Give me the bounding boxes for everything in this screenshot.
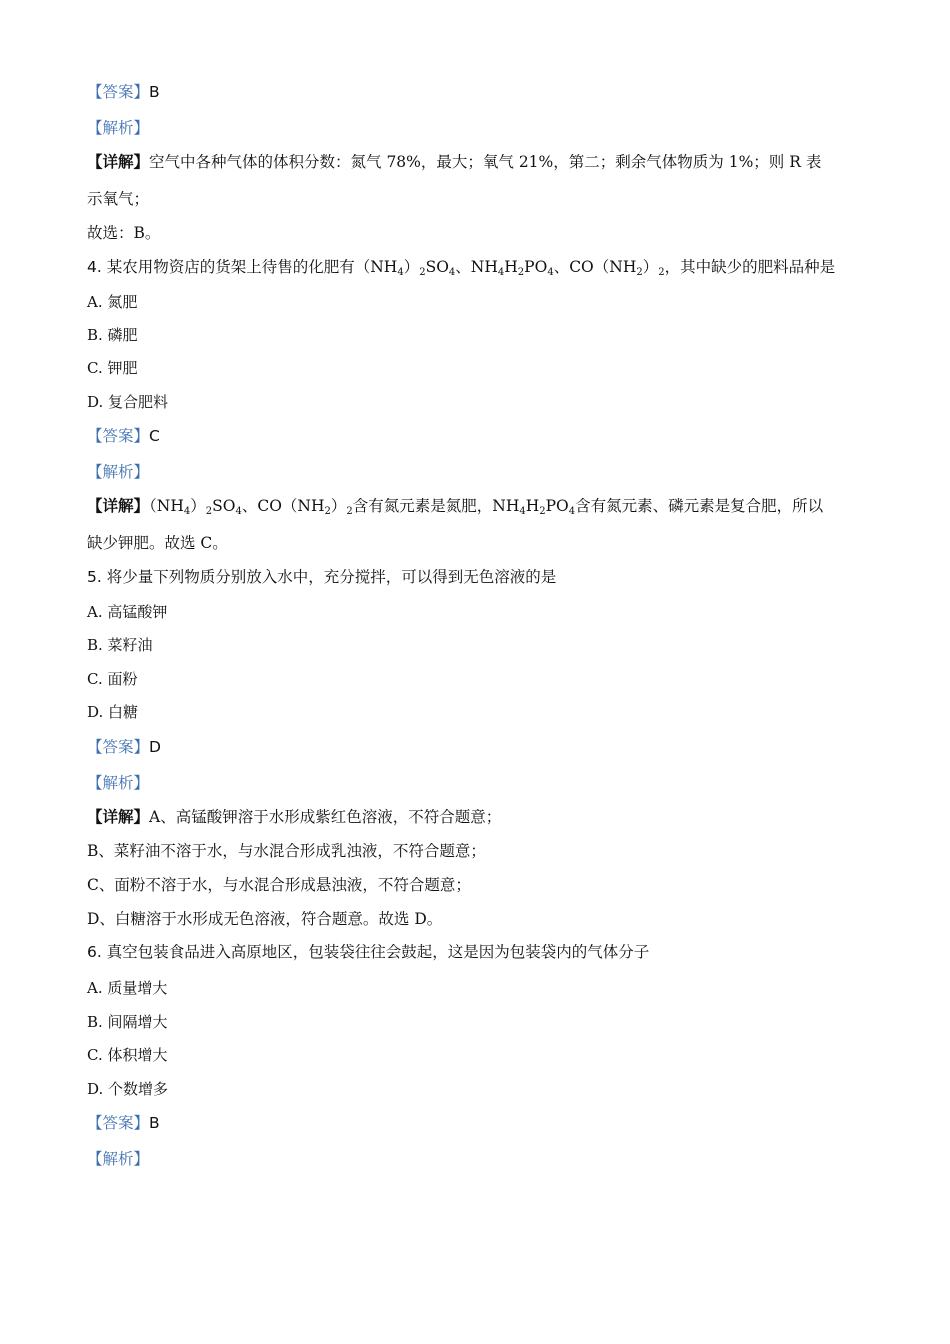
answer-row-3 (87, 80, 160, 102)
stem-text: ，其中缺少的肥料品种是 (664, 258, 836, 276)
answer-row-4 (87, 424, 160, 446)
option-c: C. 体积增大 (87, 1046, 168, 1064)
question-4-stem (87, 255, 835, 277)
question-6-stem (87, 940, 649, 962)
detail-label: 【详解】 (87, 152, 150, 171)
stem-text: ） (403, 258, 420, 276)
option-a: A. 高锰酸钾 (87, 603, 168, 621)
subscript: 4 (235, 506, 242, 517)
subscript: 2 (636, 267, 643, 278)
subscript: 4 (497, 267, 505, 278)
answer-label: 【答案】 (87, 83, 150, 101)
analysis-label-3: 【解析】 (87, 119, 150, 137)
answer-value: B (149, 83, 160, 101)
subscript: 2 (419, 267, 426, 278)
conclusion-3: 故选：B。 (87, 224, 161, 242)
analysis-label-4: 【解析】 (87, 463, 150, 481)
stem-text: SO (425, 258, 449, 276)
stem-text: 、NH (455, 258, 498, 276)
option-c: C. 钾肥 (87, 359, 138, 377)
analysis-label-6: 【解析】 (87, 1150, 150, 1168)
detail-text: 空气中各种气体的体积分数：氮气 78%，最大；氧气 21%，第二；剩余气体物质为 1%；则 R 表 (149, 153, 822, 171)
answer-label: 【答案】 (87, 1114, 150, 1132)
detail-text: （NH (149, 497, 184, 515)
detail-row-3a (87, 150, 821, 172)
detail-text: ） (330, 497, 347, 515)
detail-row-3b: 示氧气； (87, 190, 150, 208)
stem-text: 将少量下列物质分别放入水中，充分搅拌，可以得到无色溶液的是 (106, 568, 557, 586)
subscript: 2 (205, 506, 213, 517)
subscript: 2 (658, 267, 665, 278)
answer-row-5 (87, 735, 161, 757)
detail-row-5c: C、面粉不溶于水，与水混合形成悬浊液，不符合题意； (87, 876, 471, 894)
subscript: 4 (183, 506, 191, 517)
stem-text: H (504, 258, 518, 276)
option-d: D. 个数增多 (87, 1080, 169, 1098)
subscript: 2 (517, 267, 525, 278)
detail-text: A、高锰酸钾溶于水形成紫红色溶液，不符合题意； (149, 808, 502, 826)
answer-value: B (149, 1114, 160, 1132)
detail-text: SO (212, 497, 236, 515)
subscript: 4 (519, 506, 526, 517)
question-number: 4. (87, 258, 102, 276)
stem-text: 、CO（NH (553, 258, 637, 276)
question-5-stem (87, 565, 556, 587)
subscript: 2 (324, 506, 331, 517)
subscript: 4 (547, 267, 554, 278)
subscript: 4 (397, 267, 404, 278)
answer-value: D (149, 738, 161, 756)
detail-text: H (525, 497, 540, 515)
detail-row-5b: B、菜籽油不溶于水，与水混合形成乳浊液，不符合题意； (87, 842, 486, 860)
option-d: D. 复合肥料 (87, 393, 169, 411)
option-a: A. 质量增大 (87, 979, 168, 997)
option-a: A. 氮肥 (87, 293, 138, 311)
subscript: 2 (539, 506, 546, 517)
stem-text: ） (642, 258, 659, 276)
analysis-label-5: 【解析】 (87, 774, 150, 792)
option-b: B. 菜籽油 (87, 636, 153, 654)
question-number: 5. (87, 568, 102, 586)
answer-label: 【答案】 (87, 738, 150, 756)
option-c: C. 面粉 (87, 670, 138, 688)
detail-label: 【详解】 (87, 807, 150, 826)
option-b: B. 间隔增大 (87, 1013, 168, 1031)
detail-row-4b: 缺少钾肥。故选 C。 (87, 534, 228, 552)
option-b: B. 磷肥 (87, 326, 138, 344)
subscript: 2 (346, 506, 353, 517)
detail-row-5a (87, 805, 501, 827)
answer-label: 【答案】 (87, 427, 150, 445)
stem-text: 某农用物资店的货架上待售的化肥有（NH (106, 258, 398, 276)
subscript: 4 (568, 506, 576, 517)
detail-row-4a (87, 494, 823, 516)
option-d: D. 白糖 (87, 703, 139, 721)
detail-text: 含有氮元素是氮肥，NH (352, 497, 520, 515)
detail-label: 【详解】 (87, 496, 150, 515)
detail-text: PO (545, 497, 569, 515)
answer-row-6 (87, 1111, 160, 1133)
stem-text: 真空包装食品进入高原地区，包装袋往往会鼓起，这是因为包装袋内的气体分子 (106, 943, 650, 961)
subscript: 4 (448, 267, 456, 278)
detail-text: ） (190, 497, 206, 515)
question-number: 6. (87, 943, 102, 961)
detail-text: 、CO（NH (241, 497, 325, 515)
stem-text: PO (524, 258, 548, 276)
detail-text: 含有氮元素、磷元素是复合肥，所以 (575, 497, 824, 515)
detail-row-5d: D、白糖溶于水形成无色溶液，符合题意。故选 D。 (87, 910, 443, 928)
answer-value: C (149, 427, 160, 445)
